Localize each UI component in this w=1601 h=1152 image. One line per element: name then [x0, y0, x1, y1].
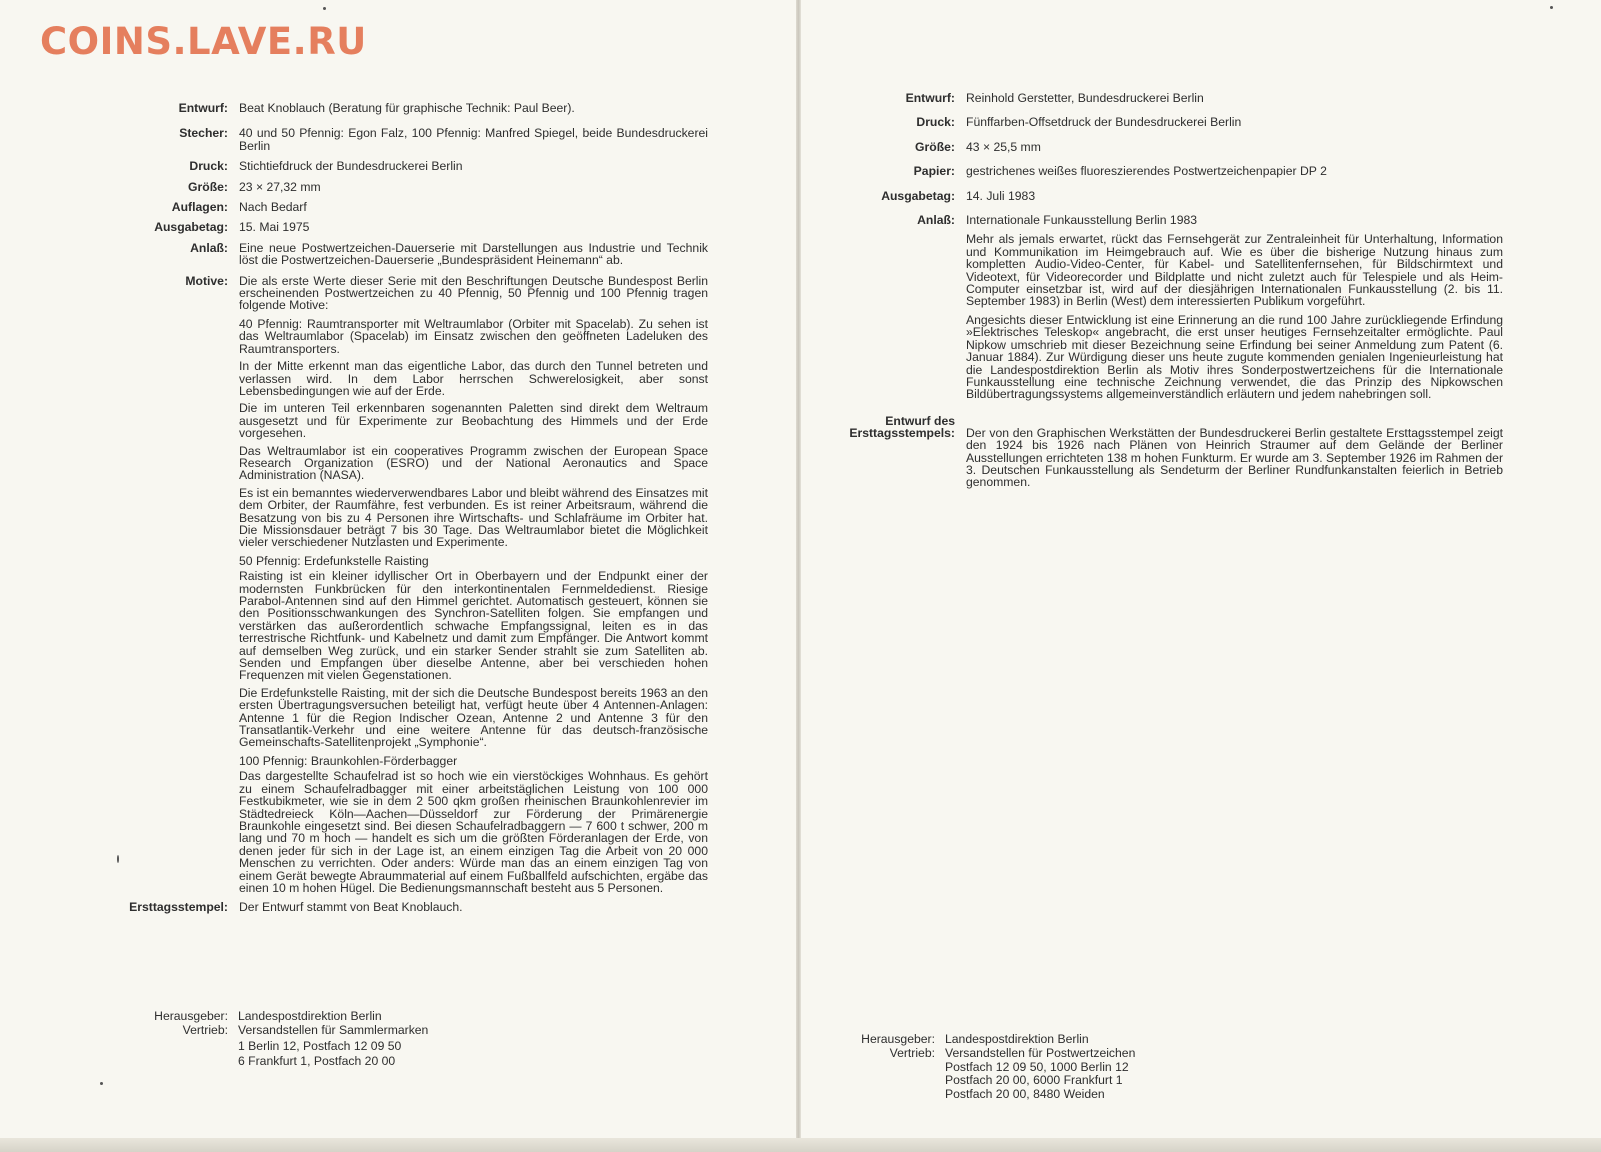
field-label: Druck:	[189, 159, 228, 174]
field-text: Internationale Funkausstellung Berlin 1983	[966, 213, 1198, 228]
imprint-value	[238, 1024, 520, 1069]
field-row-ausgabetag	[825, 190, 1503, 202]
imprint-label: Vertrieb:	[182, 1022, 228, 1037]
field-label: Stecher:	[179, 126, 228, 141]
field-value	[966, 190, 1503, 202]
field-label: Motive:	[185, 273, 228, 288]
field-text: Nach Bedarf	[239, 200, 307, 215]
field-row-entwurf	[825, 92, 1503, 104]
field-row-groesse	[118, 181, 708, 199]
field-text: Reinhold Gerstetter, Bundesdruckerei Berlin	[966, 91, 1204, 105]
imprint-label: Herausgeber:	[861, 1032, 935, 1046]
imprint-value	[945, 1047, 1251, 1102]
field-text: Der Entwurf stammt von Beat Knoblauch.	[239, 900, 463, 915]
field-label: Größe:	[915, 139, 955, 154]
field-value	[239, 201, 708, 219]
imprint-line: 6 Frankfurt 1, Postfach 20 00	[238, 1054, 396, 1069]
field-subheading: 50 Pfennig: Erdefunkstelle Raisting	[239, 553, 429, 568]
field-text: 23 × 27,32 mm	[239, 179, 321, 194]
field-row-papier	[825, 165, 1503, 177]
speck	[1550, 6, 1553, 9]
imprint-publisher	[100, 1010, 520, 1024]
imprint-line: Versandstellen für Sammlermarken	[238, 1022, 429, 1037]
field-text: Das Weltraumlabor ist ein cooperatives Programm zwischen der European Space Research Organization (ESRO) und der National Aeronautics and Space Administration (NASA).	[239, 443, 708, 483]
imprint-distribution	[100, 1024, 520, 1069]
left-field-list	[118, 102, 708, 920]
speck	[323, 7, 326, 10]
imprint-label: Vertrieb:	[889, 1045, 935, 1060]
field-label: Papier:	[913, 164, 955, 179]
field-label: Anlaß:	[917, 213, 955, 228]
field-value	[239, 221, 708, 239]
field-value	[239, 242, 708, 273]
left-page	[0, 0, 797, 1152]
right-field-list	[825, 92, 1503, 495]
field-text: Die als erste Werte dieser Serie mit den Beschriftungen Deutsche Bundespost Berlin erscheinenden Postwertzeichen zu 40 Pfennig, 50 Pfennig und 100 Pfennig tragen folgende Motive:	[239, 273, 708, 313]
field-text: 40 und 50 Pfennig: Egon Falz, 100 Pfennig: Manfred Spiegel, beide Bundesdruckerei Berlin	[239, 126, 708, 153]
field-text: Raisting ist ein kleiner idyllischer Ort in Oberbayern und der Endpunkt einer der modernsten Funkbrücken für den interkontinentalen Fernmeldedienst. Riesige Parabol-Antennen sind auf den Himmel gerichtet. Automatisch gesteuert, können sie den Positionsschwankungen des Synchron-Satelliten folgen. Sie empfangen und verstärken das außerordentlich schwache Empfangssignal, leiten es in das terrestrische Richtfunk- und Kabelnetz und damit zum Empfänger. Die Antwort kommt auf demselben Weg zurück, und ein starker Sender strahlt sie zum Satelliten ab. Senden und Empfangen über dieselbe Antenne, aber bei verschieden hohen Frequenzen mit vielen Gegenstationen.	[239, 569, 708, 683]
field-label: Auflagen:	[171, 200, 228, 215]
bottom-edge	[0, 1138, 1601, 1152]
imprint-line: Versandstellen für Postwertzeichen	[945, 1045, 1136, 1060]
field-value	[239, 127, 708, 158]
field-label	[825, 415, 966, 495]
field-row-motive	[118, 275, 708, 901]
field-text: 43 × 25,5 mm	[966, 139, 1041, 154]
imprint-line: 1 Berlin 12, Postfach 12 09 50	[238, 1038, 402, 1053]
field-label: Ersttagsstempel:	[129, 900, 228, 915]
field-value	[239, 901, 708, 919]
field-text: 40 Pfennig: Raumtransporter mit Weltraumlabor (Orbiter mit Spacelab). Zu sehen ist das Weltraumlabor (Spacelab) im Einsatz zwischen den geöffneten Ladeluken des Raumtransporters.	[239, 316, 708, 356]
field-text: Angesichts dieser Entwicklung ist eine Erinnerung an die rund 100 Jahre zurückliegende Erfindung »Elektrisches Teleskop« angebracht, die erst unser heutiges Fernsehzeitalter ermöglichte. Paul Nipkow umschrieb mit dieser Bezeichnung seine Erfindung bei seiner Anmeldung zum Patent (6. Januar 1884). Zur Würdigung dieser uns heute zugute kommenden genialen Ingenieurleistung hat die Landespostdirektion Berlin als Motiv ihres Sonderpostwertzeichens für die Internationale Funkausstellung eine technische Zeichnung verwendet, die das Prinzip des Nipkowschen Bildübertragungssystems allgemeinverständlich erläutern und jedem nahebringen soll.	[966, 312, 1503, 402]
field-label: Ausgabetag:	[154, 220, 228, 235]
imprint-label: Herausgeber:	[154, 1009, 228, 1023]
field-text: Stichtiefdruck der Bundesdruckerei Berlin	[239, 159, 463, 174]
field-row-entwurf	[118, 102, 708, 120]
field-row-groesse	[825, 141, 1503, 153]
field-text: Der von den Graphischen Werkstätten der Bundesdruckerei Berlin gestaltete Ersttagsstempel zeigt den 1924 bis 1926 nach Plänen von Heinrich Straumer auf dem Gelände der Berliner Ausstellungen errichteten 138 m hohen Funkturm. Er wurde am 3. September 1926 im Rahmen der 3. Deutschen Funkausstellung als Sendeturm der Berliner Rundfunkanstalten feierlich in Betrieb genommen.	[966, 425, 1503, 490]
field-row-anlass	[118, 242, 708, 273]
imprint-value: Landespostdirektion Berlin	[238, 1009, 382, 1023]
field-label: Anlaß:	[190, 240, 228, 255]
field-text: Beat Knoblauch (Beratung für graphische Technik: Paul Beer).	[239, 101, 575, 115]
field-row-auflagen	[118, 201, 708, 219]
field-value	[966, 415, 1503, 495]
field-value	[966, 214, 1503, 407]
field-value	[239, 102, 708, 120]
field-value	[239, 181, 708, 199]
imprint-line: Postfach 20 00, 6000 Frankfurt 1	[945, 1073, 1123, 1088]
field-label: Entwurf:	[178, 101, 228, 115]
imprint-publisher	[831, 1033, 1251, 1047]
field-label-line: Entwurf des	[885, 413, 955, 428]
field-text: Mehr als jemals erwartet, rückt das Fernsehgerät zur Zentraleinheit für Unterhaltung, Information und Kommunikation im Heimgebrauch auf. Wie es über die bisherige Nutzung hinaus zum kompletten Audio-Video-Center, für Kabel- und Satellitenfernsehen, für Bildschirmtext und Videotext, für Videorecorder und Bildplatte und nicht zuletzt auch für Telespiele und als Heim-Computer einsetzbar ist, wird auf der diesjährigen Internationalen Funkausstellung (2. bis 11. September 1983) in Berlin (West) dem interessierten Publikum vorgeführt.	[966, 232, 1503, 309]
field-value	[239, 275, 708, 901]
field-label-line: Ersttagsstempels:	[849, 426, 955, 441]
field-label: Druck:	[916, 115, 955, 130]
field-text: Das dargestellte Schaufelrad ist so hoch wie ein vierstöckiges Wohnhaus. Es gehört zu einem Schaufelradbagger mit einer arbeitstäglichen Leistung von 100 000 Festkubikmeter, wie sie in dem 2 500 qkm großen rheinischen Braunkohlenrevier im Städtedreieck Köln—Aachen—Düsseldorf zur Förderung der Primärenergie Braunkohle eingesetzt sind. Bei diesen Schaufelradbaggern — 7 600 t schwer, 200 m lang und 70 m hoch — handelt es sich um die größten Förderanlagen der Erde, von denen jeder für sich in der Lage ist, an einem einzigen Tag die Arbeit von 20 000 Menschen zu verrichten. Oder anders: Würde man das an einem einzigen Tag von einem Gerät bewegte Abraummaterial auf einem Fußballfeld aufschichten, ergäbe das einen 10 m hohen Hügel. Die Bedienungsmannschaft besteht aus 5 Personen.	[239, 769, 708, 895]
field-text: Es ist ein bemanntes wiederverwendbares Labor und bleibt während des Einsatzes mit dem Orbiter, der Raumfähre, fest verbunden. Es ist reiner Arbeitsraum, während die Besatzung von bis zu 4 Personen ihre Wirtschafts- und Schlafräume im Orbiter hat. Die Missionsdauer beträgt 7 bis 30 Tage. Das Weltraumlabor bietet die Möglichkeit vieler verschiedener Nutzlasten und Experimente.	[239, 485, 708, 550]
field-row-druck	[118, 160, 708, 178]
left-imprint	[100, 1010, 520, 1069]
imprint-line: Postfach 12 09 50, 1000 Berlin 12	[945, 1059, 1129, 1074]
field-label: Entwurf:	[905, 91, 955, 105]
imprint-distribution	[831, 1047, 1251, 1102]
field-value	[966, 165, 1503, 177]
field-value	[966, 92, 1503, 104]
right-imprint	[831, 1033, 1251, 1102]
field-text: In der Mitte erkennt man das eigentliche Labor, das durch den Tunnel betreten und verlassen wird. In dem Labor herrschen Schwerelosigkeit, aber sonst Lebensbedingungen wie auf der Erde.	[239, 359, 708, 398]
speck	[117, 855, 119, 863]
field-row-anlass	[825, 214, 1503, 407]
field-value	[966, 116, 1503, 128]
right-page	[801, 0, 1601, 1152]
imprint-value: Landespostdirektion Berlin	[945, 1032, 1089, 1046]
field-text: Fünffarben-Offsetdruck der Bundesdruckerei Berlin	[966, 115, 1242, 130]
field-value	[239, 160, 708, 178]
field-row-entwurf-ersttagsstempel	[825, 415, 1503, 495]
field-label: Ausgabetag:	[881, 188, 955, 203]
field-text: Die im unteren Teil erkennbaren sogenannten Paletten sind direkt dem Weltraum ausgesetzt und für Experimente zur Beobachtung des Himmels und der Erde vorgesehen.	[239, 401, 708, 441]
field-text: Die Erdefunkstelle Raisting, mit der sich die Deutsche Bundespost bereits 1963 an den ersten Übertragungsversuchen beteiligt hat, verfügt heute über 4 Antennen-Anlagen: Antenne 1 für die Region Indischer Ozean, Antenne 2 und Antenne 3 für den Transatlantik-Verkehr und eine weitere Antenne für das deutsch-französische Gemeinschafts-Satellitenprojekt „Symphonie“.	[239, 685, 708, 750]
field-subheading: 100 Pfennig: Braunkohlen-Förderbagger	[239, 753, 458, 768]
field-value	[966, 141, 1503, 153]
field-text: gestrichenes weißes fluoreszierendes Postwertzeichenpapier DP 2	[966, 164, 1327, 179]
field-row-ausgabetag	[118, 221, 708, 239]
field-text: 14. Juli 1983	[966, 188, 1036, 203]
speck	[100, 1082, 103, 1085]
field-label: Größe:	[188, 179, 228, 194]
field-row-ersttagsstempel	[110, 901, 708, 919]
field-text: Eine neue Postwertzeichen-Dauerserie mit Darstellungen aus Industrie und Technik löst die Postwertzeichen-Dauerserie „Bundespräsident Heinemann“ ab.	[239, 240, 708, 268]
field-text: 15. Mai 1975	[239, 220, 310, 235]
field-row-stecher	[118, 127, 708, 158]
imprint-line: Postfach 20 00, 8480 Weiden	[945, 1087, 1105, 1102]
field-row-druck	[825, 116, 1503, 128]
watermark: COINS.LAVE.RU	[40, 20, 367, 63]
